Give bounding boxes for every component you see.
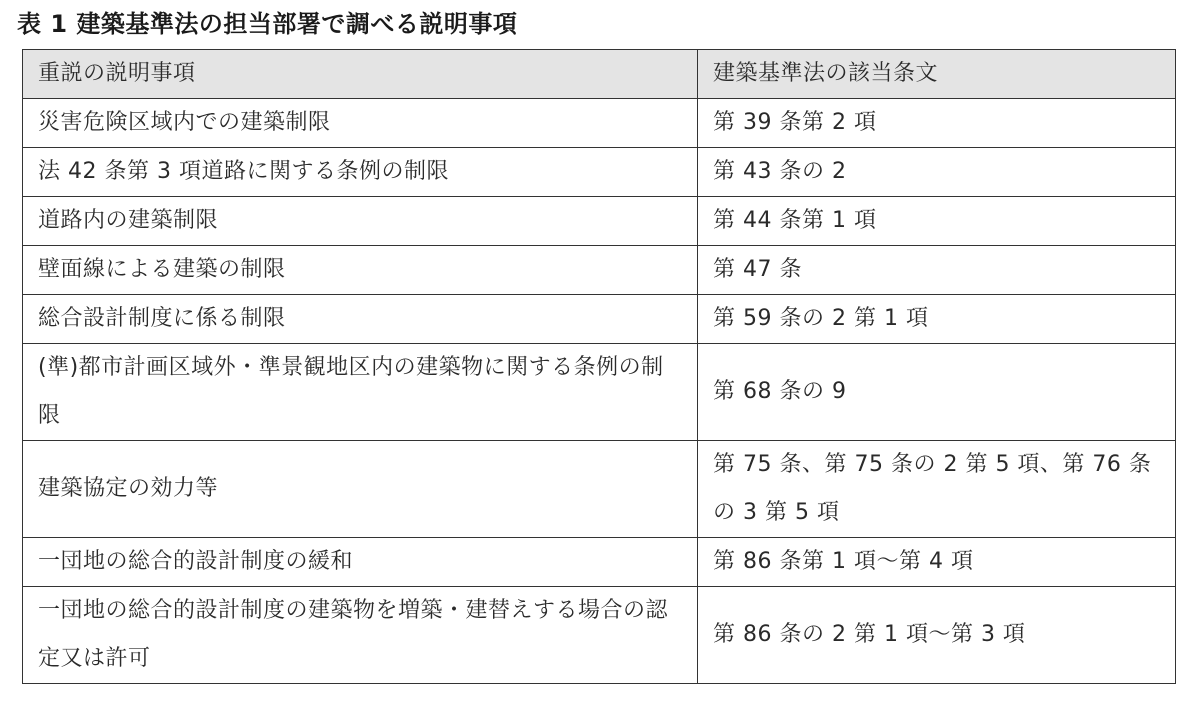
table-row (23, 538, 1176, 587)
article-cell: 第 59 条の 2 第 1 項 (698, 295, 1176, 344)
explanation-item-cell: 建築協定の効力等 (23, 441, 698, 538)
article-table (22, 49, 1176, 684)
table-caption: 表 1 建築基準法の担当部署で調べる説明事項 (17, 10, 518, 38)
header-explanation-item: 重説の説明事項 (23, 50, 698, 99)
article-cell: 第 68 条の 9 (698, 344, 1176, 441)
article-cell: 第 47 条 (698, 246, 1176, 295)
explanation-item-cell: 総合設計制度に係る制限 (23, 295, 698, 344)
table-row (23, 441, 1176, 538)
table-row (23, 587, 1176, 684)
article-cell: 第 44 条第 1 項 (698, 197, 1176, 246)
table-row (23, 148, 1176, 197)
explanation-item-cell: 一団地の総合的設計制度の建築物を増築・建替えする場合の認定又は許可 (23, 587, 698, 684)
explanation-item-cell: 災害危険区域内での建築制限 (23, 99, 698, 148)
table-row (23, 246, 1176, 295)
explanation-item-cell: 道路内の建築制限 (23, 197, 698, 246)
table-row (23, 99, 1176, 148)
explanation-item-cell: 一団地の総合的設計制度の緩和 (23, 538, 698, 587)
article-cell: 第 86 条の 2 第 1 項～第 3 項 (698, 587, 1176, 684)
article-cell: 第 75 条、第 75 条の 2 第 5 項、第 76 条の 3 第 5 項 (698, 441, 1176, 538)
explanation-item-cell: (準)都市計画区域外・準景観地区内の建築物に関する条例の制限 (23, 344, 698, 441)
table-row (23, 295, 1176, 344)
explanation-item-cell: 法 42 条第 3 項道路に関する条例の制限 (23, 148, 698, 197)
article-cell: 第 43 条の 2 (698, 148, 1176, 197)
article-cell: 第 86 条第 1 項～第 4 項 (698, 538, 1176, 587)
article-cell: 第 39 条第 2 項 (698, 99, 1176, 148)
table-row (23, 344, 1176, 441)
table-header-row (23, 50, 1176, 99)
header-article: 建築基準法の該当条文 (698, 50, 1176, 99)
explanation-item-cell: 壁面線による建築の制限 (23, 246, 698, 295)
table-row (23, 197, 1176, 246)
